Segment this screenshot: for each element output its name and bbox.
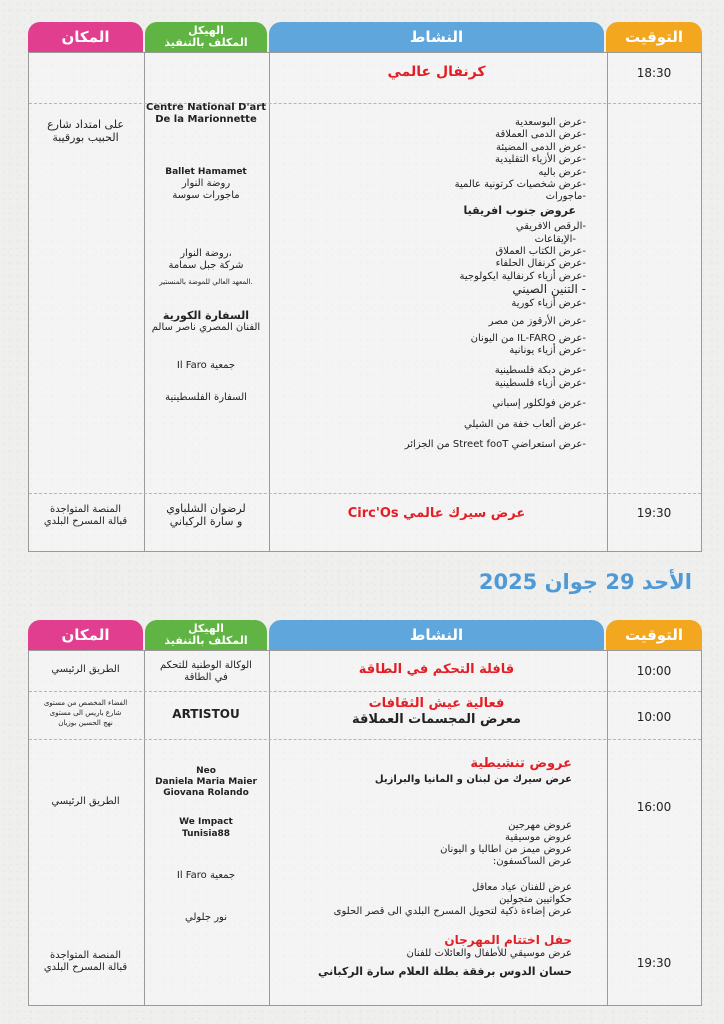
list-item: عرض الساكسفون: <box>492 856 572 867</box>
activity-title: فعالية عيش الثقافات <box>368 696 505 711</box>
executor-neo: Neo Daniela Maria Maier Giovana Rolando <box>155 766 257 798</box>
list-item: -الإيقاعات <box>534 233 576 245</box>
place-cell: المنصة المتواجدة قبالة المسرح البلدي <box>43 504 128 527</box>
date-heading: الأحد 29 جوان 2025 <box>478 570 692 594</box>
header-activity: النشاط <box>269 22 604 52</box>
header-activity: النشاط <box>269 620 604 650</box>
list-item: -عرض أزياء كرنفالية ايكولوجية <box>459 270 586 282</box>
row-time: 16:00 <box>636 800 672 814</box>
executor-cell: ARTISTOU <box>172 707 240 721</box>
header-executor-line1: الهيكل <box>188 622 224 635</box>
list-item: -عرض أزياء يونانية <box>509 344 586 356</box>
header-place: المكان <box>28 620 143 650</box>
list-item: -عرض الأزياء التقليدية <box>494 154 586 166</box>
list-item: حكواتيين متجولين <box>499 894 572 905</box>
list-item: - التنين الصيني <box>512 282 586 297</box>
header-executor <box>145 22 267 52</box>
schedule-table-2 <box>28 620 702 1006</box>
list-item: -عرض باليه <box>538 166 586 178</box>
header-place: المكان <box>28 22 143 52</box>
executor-ilfaro: جمعية Il Faro <box>176 360 236 371</box>
row-time: 19:30 <box>636 956 672 970</box>
activity-block <box>375 758 572 787</box>
executor-cnam: Centre National D'art De la Marionnette <box>145 102 266 125</box>
list-item: -ماجورات <box>545 191 586 203</box>
row-time: 10:00 <box>636 664 672 678</box>
schedule-table-1 <box>28 22 702 552</box>
place-cell: المنصة المتواجدة قبالة المسرح البلدي <box>43 950 128 973</box>
header-executor <box>145 620 267 650</box>
list-item: -عرض أزياء كورية <box>511 297 586 309</box>
activity-list <box>334 882 572 918</box>
list-item: عرض إضاءة ذكية لتحويل المسرح البلدي الى قصر الحلوى <box>333 906 572 917</box>
list-item: عروض موسيقية <box>505 832 572 843</box>
list-item: عروض ميمز من اطاليا و اليونان <box>440 844 572 855</box>
list-item: -عرض دبكة فلسطينية <box>494 365 586 377</box>
list-item: -عرض فولكلور إسباني <box>492 398 586 410</box>
list-item: -عرض استعراضي Street fooT من الجزائر <box>404 438 586 450</box>
executor-palestine: السفارة الفلسطينية <box>165 392 247 403</box>
row-time: 10:00 <box>636 710 672 724</box>
list-item: -عرض IL-FARO من اليونان <box>470 332 586 344</box>
row-time: 18:30 <box>636 66 672 80</box>
executor-weimpact: We Impact Tunisia88 <box>179 817 233 839</box>
executor-rawdha: روضة النوار، شركة جبل سمامة المعهد العالي للموضة بالمنستير. <box>159 248 253 286</box>
header-executor-line1: الهيكل <box>188 24 224 37</box>
header-executor-line2: المكلف بالتنفيذ <box>164 36 248 49</box>
list-item: -عرض كرنفال الحلفاء <box>495 258 586 270</box>
executor-cell: لرضوان الشلباوي و سارة الركباني <box>166 502 246 528</box>
activity-list <box>440 820 572 868</box>
activity-line: حسان الدوس برفقة بطلة العلام سارة الركباني <box>318 964 572 978</box>
list-item: عروض جنوب افريقيا <box>463 203 576 217</box>
executor-cell: الوكالة الوطنية للتحكم في الطاقة <box>160 660 252 683</box>
executor-nour: نور جلولي <box>185 912 227 923</box>
activity-title: عرض سيرك عالمي Circ'Os <box>347 506 526 521</box>
place-cell: الطريق الرئيسي <box>51 664 120 675</box>
list-item: -عرض شخصيات كرتونية عالمية <box>454 179 586 191</box>
activity-subtitle: معرض المجسمات العملاقة <box>352 712 521 727</box>
header-time: التوقيت <box>606 620 702 650</box>
activity-title: قافلة التحكم في الطاقة <box>358 662 515 677</box>
executor-ilfaro: جمعية Il Faro <box>176 870 236 881</box>
executor-korea: السفارة الكورية الفنان المصري ناصر سالم <box>151 309 261 333</box>
list-item: عرض للفنان عياد معاقل <box>472 882 572 893</box>
place-cell: الفضاء المخصص من مستوى شارع باريس الى مستوى نهج الحسين بوزيان <box>43 699 128 727</box>
activity-line: عرض موسيقي للأطفال والعائلات للفنان <box>406 948 572 960</box>
header-time: التوقيت <box>606 22 702 52</box>
place-cell: الطريق الرئيسي <box>51 796 120 807</box>
list-item: -الرقص الافريقي <box>515 221 586 233</box>
activity-list <box>405 117 586 451</box>
list-item: -عرض أزياء فلسطينية <box>494 377 586 389</box>
activity-block <box>318 934 572 978</box>
executor-ballet: Ballet Hamamet روضة النوار ماجورات سوسة <box>165 167 247 201</box>
activity-line: عرض سيرك من لبنان و المانيا والبرازيل <box>374 774 572 786</box>
list-item: عروض مهرجين <box>508 820 572 831</box>
list-item: -عرض الأرقوز من مصر <box>488 316 586 328</box>
list-item: -عرض الدمى المضيئة <box>496 141 586 153</box>
list-item: -عرض الدمى العملاقة <box>495 129 586 141</box>
activity-title: كرنفال عالمي <box>387 64 486 80</box>
place-cell: على امتداد شارع الحبيب بورقيبة <box>47 118 124 144</box>
activity-title: عروض تنشيطية <box>470 756 572 771</box>
activity-title: حفل اختتام المهرجان <box>444 933 572 947</box>
row-time: 19:30 <box>636 506 672 520</box>
list-item: -عرض الكتاب العملاق <box>495 246 586 258</box>
header-executor-line2: المكلف بالتنفيذ <box>164 634 248 647</box>
list-item: -عرض ألعاب خفة من الشيلي <box>464 418 586 430</box>
list-item: -عرض البوسعدية <box>515 117 586 128</box>
